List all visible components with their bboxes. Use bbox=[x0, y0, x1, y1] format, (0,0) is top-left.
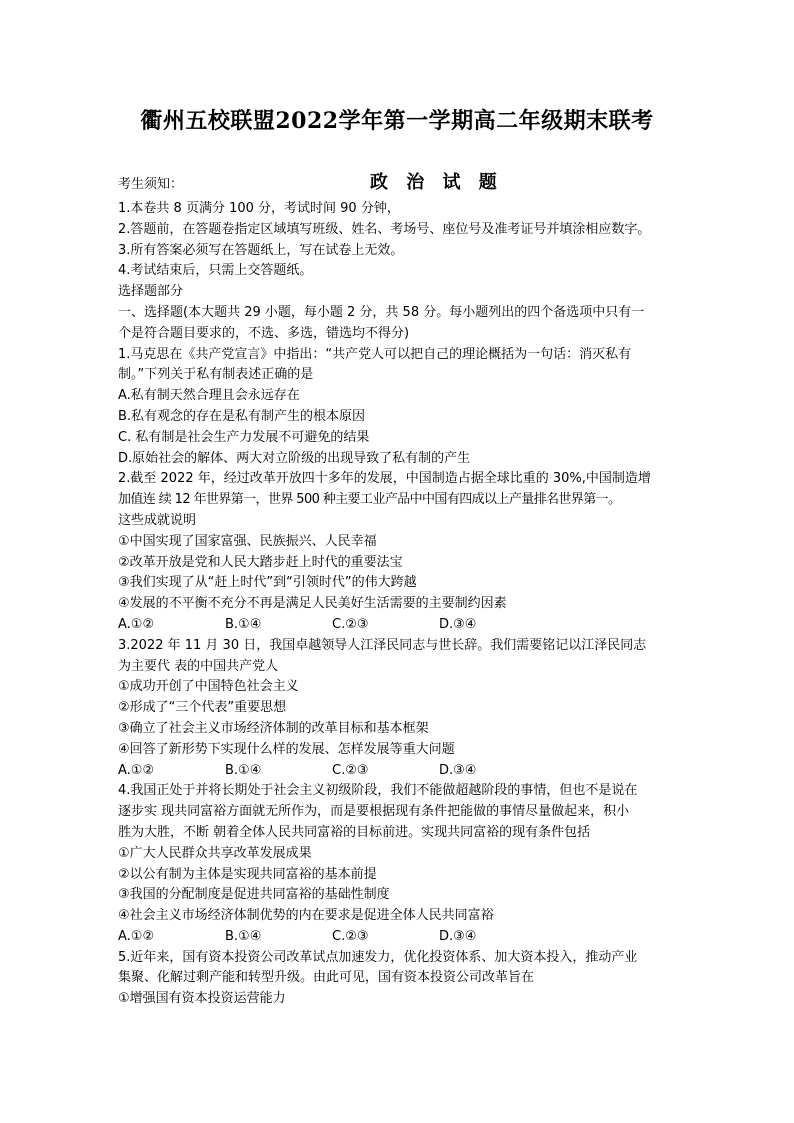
choice-b: B.①④ bbox=[225, 762, 262, 778]
section-part: 选择题部分 bbox=[118, 284, 184, 300]
question-4-item: ②以公有制为主体是实现共同富裕的基本前提 bbox=[118, 866, 377, 882]
choice-c: C.②③ bbox=[332, 762, 369, 778]
question-1-option: A.私有制天然合理且会永远存在 bbox=[118, 388, 300, 404]
question-3-stem: 3.2022 年 11 月 30 日，我国卓越领导人江泽民同志与世长辞。我们需要铭记以江泽民同志 bbox=[118, 637, 647, 653]
question-4-choices bbox=[118, 927, 688, 948]
question-4-stem: 4.我国正处于并将长期处于社会主义初级阶段，我们不能做超越阶段的事情，但也不是说在 bbox=[118, 783, 638, 799]
question-5-stem: 5.近年来，国有资本投资公司改革试点加速发力，优化投资体系、加大资本投入，推动产业 bbox=[118, 949, 638, 965]
question-1-stem: 制。”下列关于私有制表述正确的是 bbox=[118, 367, 314, 383]
subject-title: 政 治 试 题 bbox=[370, 172, 503, 193]
notice-item: 4.考试结束后，只需上交答题纸。 bbox=[118, 263, 313, 279]
question-4-item: ①广大人民群众共享改革发展成果 bbox=[118, 845, 312, 861]
question-2-choices bbox=[118, 615, 688, 636]
question-3-item: ①成功开创了中国特色社会主义 bbox=[118, 679, 299, 695]
question-2-stem: 加值连 续 12 年世界第一，世界 500 种主要工业产品中中国有四成以上产量排名世界第一。 bbox=[118, 492, 621, 508]
question-1-option: D.原始社会的解体、两大对立阶级的出现导致了私有制的产生 bbox=[118, 450, 471, 466]
question-4-item: ④社会主义市场经济体制优势的内在要求是促进全体人民共同富裕 bbox=[118, 908, 494, 924]
question-1-option: C. 私有制是社会生产力发展不可避免的结果 bbox=[118, 429, 370, 445]
choice-d: D.③④ bbox=[439, 928, 477, 944]
choice-a: A.①② bbox=[118, 616, 155, 632]
choice-b: B.①④ bbox=[225, 616, 262, 632]
question-5-stem: 集聚、化解过剩产能和转型升级。由此可见，国有资本投资公司改革旨在 bbox=[118, 970, 535, 986]
question-3-choices bbox=[118, 761, 688, 782]
section-instruction: 个是符合题目要求的，不选、多选，错选均不得分) bbox=[118, 325, 410, 341]
choice-c: C.②③ bbox=[332, 616, 369, 632]
notice-label: 考生须知： bbox=[118, 177, 184, 192]
choice-b: B.①④ bbox=[225, 928, 262, 944]
choice-a: A.①② bbox=[118, 762, 155, 778]
question-4-stem: 胜为大胜，不断 朝着全体人民共同富裕的目标前进。实现共同富裕的现有条件包括 bbox=[118, 824, 591, 840]
question-3-item: ④回答了新形势下实现什么样的发展、怎样发展等重大问题 bbox=[118, 741, 455, 757]
choice-d: D.③④ bbox=[439, 762, 477, 778]
choice-a: A.①② bbox=[118, 928, 155, 944]
question-1-option: B.私有观念的存在是私有制产生的根本原因 bbox=[118, 408, 366, 424]
question-2-item: ③我们实现了从“赶上时代”到“引领时代”的伟大跨越 bbox=[118, 575, 417, 591]
question-2-stem: 这些成就说明 bbox=[118, 512, 197, 528]
question-4-stem: 逐步实 现共同富裕方面就无所作为，而是要根据现有条件把能做的事情尽量做起来，积小 bbox=[118, 804, 630, 820]
question-2-item: ①中国实现了国家富强、民族振兴、人民幸福 bbox=[118, 533, 377, 549]
question-1-stem: 1.马克思在《共产党宣言》中指出：“共产党人可以把自己的理论概括为一句话：消灭私有 bbox=[118, 346, 632, 362]
question-2-item: ④发展的不平衡不充分不再是满足人民美好生活需要的主要制约因素 bbox=[118, 596, 507, 612]
question-4-item: ③我国的分配制度是促进共同富裕的基础性制度 bbox=[118, 887, 390, 903]
exam-title: 衢州五校联盟2022学年第一学期高二年级期末联考 bbox=[140, 108, 654, 134]
notice-item: 1.本卷共 8 页满分 100 分，考试时间 90 分钟， bbox=[118, 201, 400, 216]
question-3-item: ③确立了社会主义市场经济体制的改革目标和基本框架 bbox=[118, 720, 429, 736]
choice-c: C.②③ bbox=[332, 928, 369, 944]
exam-body bbox=[118, 199, 688, 1010]
question-5-item: ①增强国有资本投资运营能力 bbox=[118, 991, 286, 1007]
question-3-stem: 为主要代 表的中国共产党人 bbox=[118, 658, 279, 674]
notice-item: 3.所有答案必须写在答题纸上，写在试卷上无效。 bbox=[118, 242, 404, 258]
question-2-item: ②改革开放是党和人民大踏步赶上时代的重要法宝 bbox=[118, 554, 403, 570]
section-instruction: 一、选择题(本大题共 29 小题，每小题 2 分，共 58 分。每小题列出的四个备选项中只有一 bbox=[118, 304, 645, 320]
choice-d: D.③④ bbox=[439, 616, 477, 632]
question-2-stem: 2.截至 2022 年，经过改革开放四十多年的发展，中国制造占据全球比重的 30%,中国制造增 bbox=[118, 471, 651, 487]
notice-item: 2.答题前，在答题卷指定区域填写班级、姓名、考场号、座位号及准考证号并填涂相应数字。 bbox=[118, 221, 651, 237]
question-3-item: ②形成了“三个代表”重要思想 bbox=[118, 700, 287, 716]
